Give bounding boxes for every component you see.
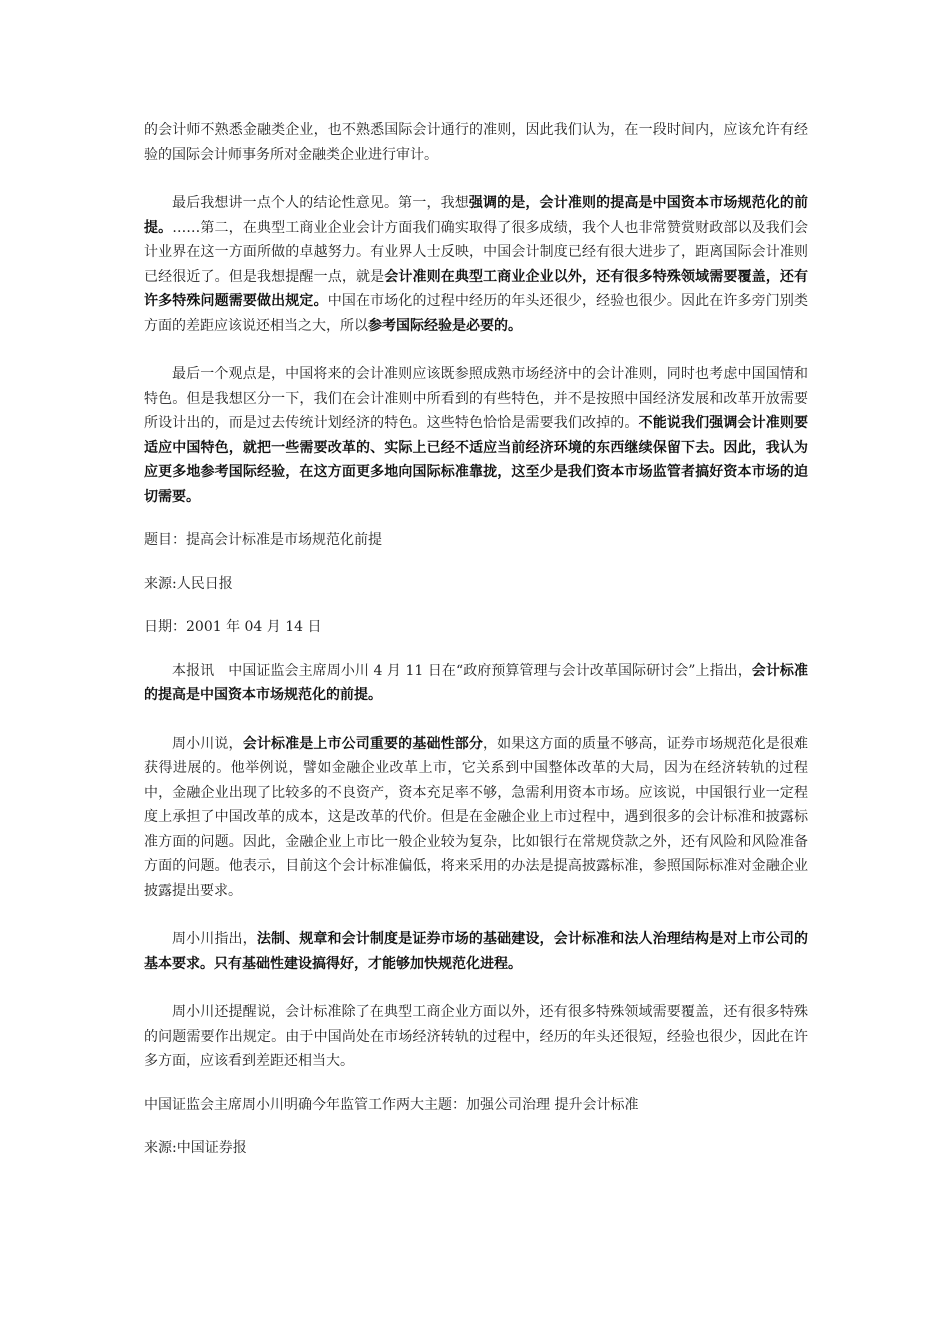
text-run: 最后我想讲一点个人的结论性意见。第一，我想 — [172, 195, 469, 211]
bold-text: 会计标准的提高是中国资本市场规范化的前提。 — [144, 662, 809, 703]
bold-text: 会计准则在典型工商业企业以外，还有很多特殊领域需要覆盖，还有许多特殊问题需要做出规定。 — [144, 268, 808, 309]
text-run: 来源:中国证券报 — [144, 1140, 247, 1156]
paragraph — [144, 528, 808, 553]
paragraph — [144, 191, 808, 338]
paragraph — [144, 615, 808, 640]
paragraph — [144, 732, 808, 904]
paragraph — [144, 1093, 808, 1118]
text-run: 题目：提高会计标准是市场规范化前提 — [144, 532, 382, 548]
text-run: 最后一个观点是，中国将来的会计准则应该既参照成熟市场经济中的会计准则，同时也考虑中国国情和特色。但是我想区分一下，我们在会计准则中所看到的有些特色，并不是按照中国经济发展和改革开放需要所设计出的，而是过去传统计划经济的特色。这些特色恰恰是需要我们改掉的。 — [144, 366, 808, 431]
bold-text: 参考国际经验是必要的。 — [368, 317, 522, 334]
text-run: 中国证监会主席周小川明确今年监管工作两大主题：加强公司治理 提升会计标准 — [144, 1096, 639, 1113]
text-run: ……第二，在典型工商业企业会计方面我们确实取得了很多成绩，我个人也非常赞赏财政部以及我们会计业界在这一方面所做的卓越努力。有业界人士反映，中国会计制度已经有很大进步了，距离国际会计准则已经很近了。但是我想提醒一点，就是 — [144, 219, 809, 285]
text-run: 日期：2001 年 04 月 14 日 — [144, 619, 322, 635]
bold-text: 不能说我们强调会计准则要适应中国特色，就把一些需要改革的、实际上已经不适应当前经济环境的东西继续保留下去。因此，我认为应更多地参考国际经验，在这方面更多地向国际标准靠拢，这至少是我们资本市场监管者搞好资本市场的迫切需要。 — [144, 415, 809, 505]
paragraph — [144, 659, 808, 708]
paragraph — [144, 572, 808, 597]
paragraph — [144, 118, 808, 167]
paragraph — [144, 362, 808, 509]
text-run: 来源:人民日报 — [144, 575, 233, 592]
paragraph — [144, 927, 808, 976]
text-run: 周小川指出， — [172, 931, 257, 947]
text-run: ，如果这方面的质量不够高，证券市场规范化是很难获得进展的。他举例说，譬如金融企业改革上市，它关系到中国整体改革的大局，因为在经济转轨的过程中，金融企业出现了比较多的不良资产，资本充足率不够，急需利用资本市场。应该说，中国银行业一定程度上承担了中国改革的成本，这是改革的代价。但是在金融企业上市过程中，遇到很多的会计标准和披露标准方面的问题。因此，金融企业上市比一般企业较为复杂，比如银行在常规贷款之外，还有风险和风险准备方面的问题。他表示，目前这个会计标准偏低，将来采用的办法是提高披露标准，参照国际标准对金融企业披露提出要求。 — [144, 735, 809, 899]
document-body — [144, 118, 808, 1180]
bold-text: 强调的是，会计准则的提高是中国资本市场规范化的前提。 — [144, 195, 809, 236]
paragraph — [144, 1136, 808, 1161]
bold-text: 会计标准是上市公司重要的基础性部分 — [242, 735, 484, 752]
text-run: 周小川说， — [172, 735, 243, 752]
text-run: 的会计师不熟悉金融类企业，也不熟悉国际会计通行的准则，因此我们认为，在一段时间内，应该允许有经验的国际会计师事务所对金融类企业进行审计。 — [144, 122, 808, 163]
text-run: 中国在市场化的过程中经历的年头还很少，经验也很少。因此在许多旁门别类方面的差距应该说还相当之大，所以 — [144, 293, 809, 334]
text-run: 本报讯 中国证监会主席周小川 4 月 11 日在“政府预算管理与会计改革国际研讨会”上指出， — [172, 662, 752, 679]
paragraph — [144, 1000, 808, 1074]
text-run: 周小川还提醒说，会计标准除了在典型工商企业方面以外，还有很多特殊领域需要覆盖，还有很多特殊的问题需要作出规定。由于中国尚处在市场经济转轨的过程中，经历的年头还很短，经验也很少，因此在许多方面，应该看到差距还相当大。 — [144, 1004, 808, 1069]
bold-text: 法制、规章和会计制度是证券市场的基础建设，会计标准和法人治理结构是对上市公司的基本要求。只有基础性建设搞得好，才能够加快规范化进程。 — [144, 931, 809, 972]
